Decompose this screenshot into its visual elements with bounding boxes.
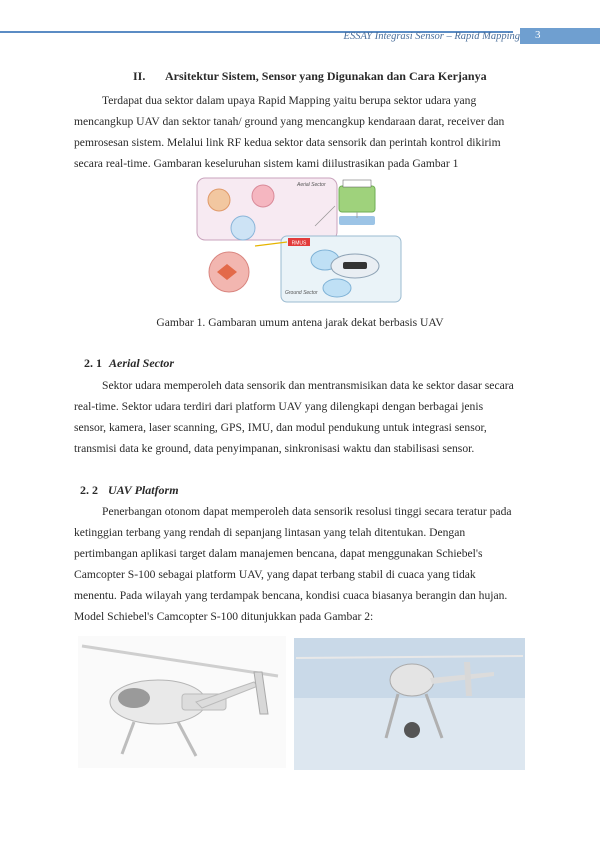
uav-line-2: ketinggian terbang yang rendah di sepanjang lintasan yang telah ditentukan. Dengan [74, 526, 466, 539]
uav-line-1: Penerbangan otonom dapat memperoleh data sensorik resolusi tinggi secara teratur pada [102, 505, 512, 518]
camcopter-photo-left [78, 636, 286, 768]
server-node [339, 186, 375, 212]
page-number-box [520, 28, 600, 44]
node-3 [231, 216, 255, 240]
aerial-line-3: sensor, kamera, laser scanning, GPS, IMU, dan modul pendukung untuk integrasi sensor, [74, 421, 487, 434]
processing-node [323, 279, 351, 297]
uav-line-5: menentu. Pada wilayah yang terdampak bencana, kondisi cuaca biasanya berangin dan hujan. [74, 589, 508, 602]
subsection-title: UAV Platform [108, 483, 179, 497]
intro-line-1: Terdapat dua sektor dalam upaya Rapid Mapping yaitu berupa sektor udara yang [102, 94, 477, 107]
node-2 [252, 185, 274, 207]
aerial-line-1: Sektor udara memperoleh data sensorik dan mentransmisikan data ke sektor dasar secara [102, 379, 514, 392]
section-title: Arsitektur Sistem, Sensor yang Digunakan dan Cara Kerjanya [165, 69, 487, 83]
rmus-label: RMUS [291, 240, 307, 247]
aerial-line-2: real-time. Sektor udara terdiri dari platform UAV yang dilengkapi dengan berbagai jenis [74, 400, 484, 413]
vehicle-icon [343, 262, 367, 269]
intro-line-2: mencangkup UAV dan sektor tanah/ ground yang mencangkup kendaraan darat, receiver dan [74, 115, 505, 128]
uav-paragraph [74, 501, 526, 627]
ground-sector-label: Ground Sector [285, 290, 318, 296]
aerial-paragraph [74, 375, 526, 459]
figure1-caption: Gambar 1. Gambaran umum antena jarak dekat berbasis UAV [156, 316, 444, 329]
uav-line-4: Camcopter S-100 sebagai platform UAV, yang dapat terbang stabil di cuaca yang tidak [74, 568, 476, 581]
subsection-number: 2. 2 [80, 483, 98, 497]
intro-paragraph [74, 90, 526, 174]
aerial-line-4: transmisi data ke ground, data penyimpanan, sinkronisasi waktu dan stabilisasi sensor. [74, 442, 475, 455]
page-number: 3 [535, 29, 541, 41]
camcopter-photo-right [294, 638, 525, 770]
server-label-box [343, 180, 371, 187]
uav-line-3: pertimbangan aplikasi target dalam manajemen bencana, dapat menggunakan Schiebel's [74, 547, 483, 560]
system-diagram [195, 176, 405, 308]
running-header: ESSAY Integrasi Sensor – Rapid Mapping [343, 31, 520, 42]
intro-line-4: secara real-time. Gambaran keseluruhan sistem kami diilustrasikan pada Gambar 1 [74, 157, 459, 170]
subsection-title: Aerial Sector [109, 356, 174, 370]
subsection-number: 2. 1 [84, 356, 102, 370]
intro-line-3: pemrosesan sistem. Melalui link RF kedua sektor data sensorik dan perintah kontrol dikirim [74, 136, 501, 149]
node-1 [208, 189, 230, 211]
uav-line-6: Model Schiebel's Camcopter S-100 ditunjukkan pada Gambar 2: [74, 610, 374, 623]
section-number: II. [133, 69, 146, 83]
aerial-sector-label: Aerial Sector [297, 182, 326, 188]
